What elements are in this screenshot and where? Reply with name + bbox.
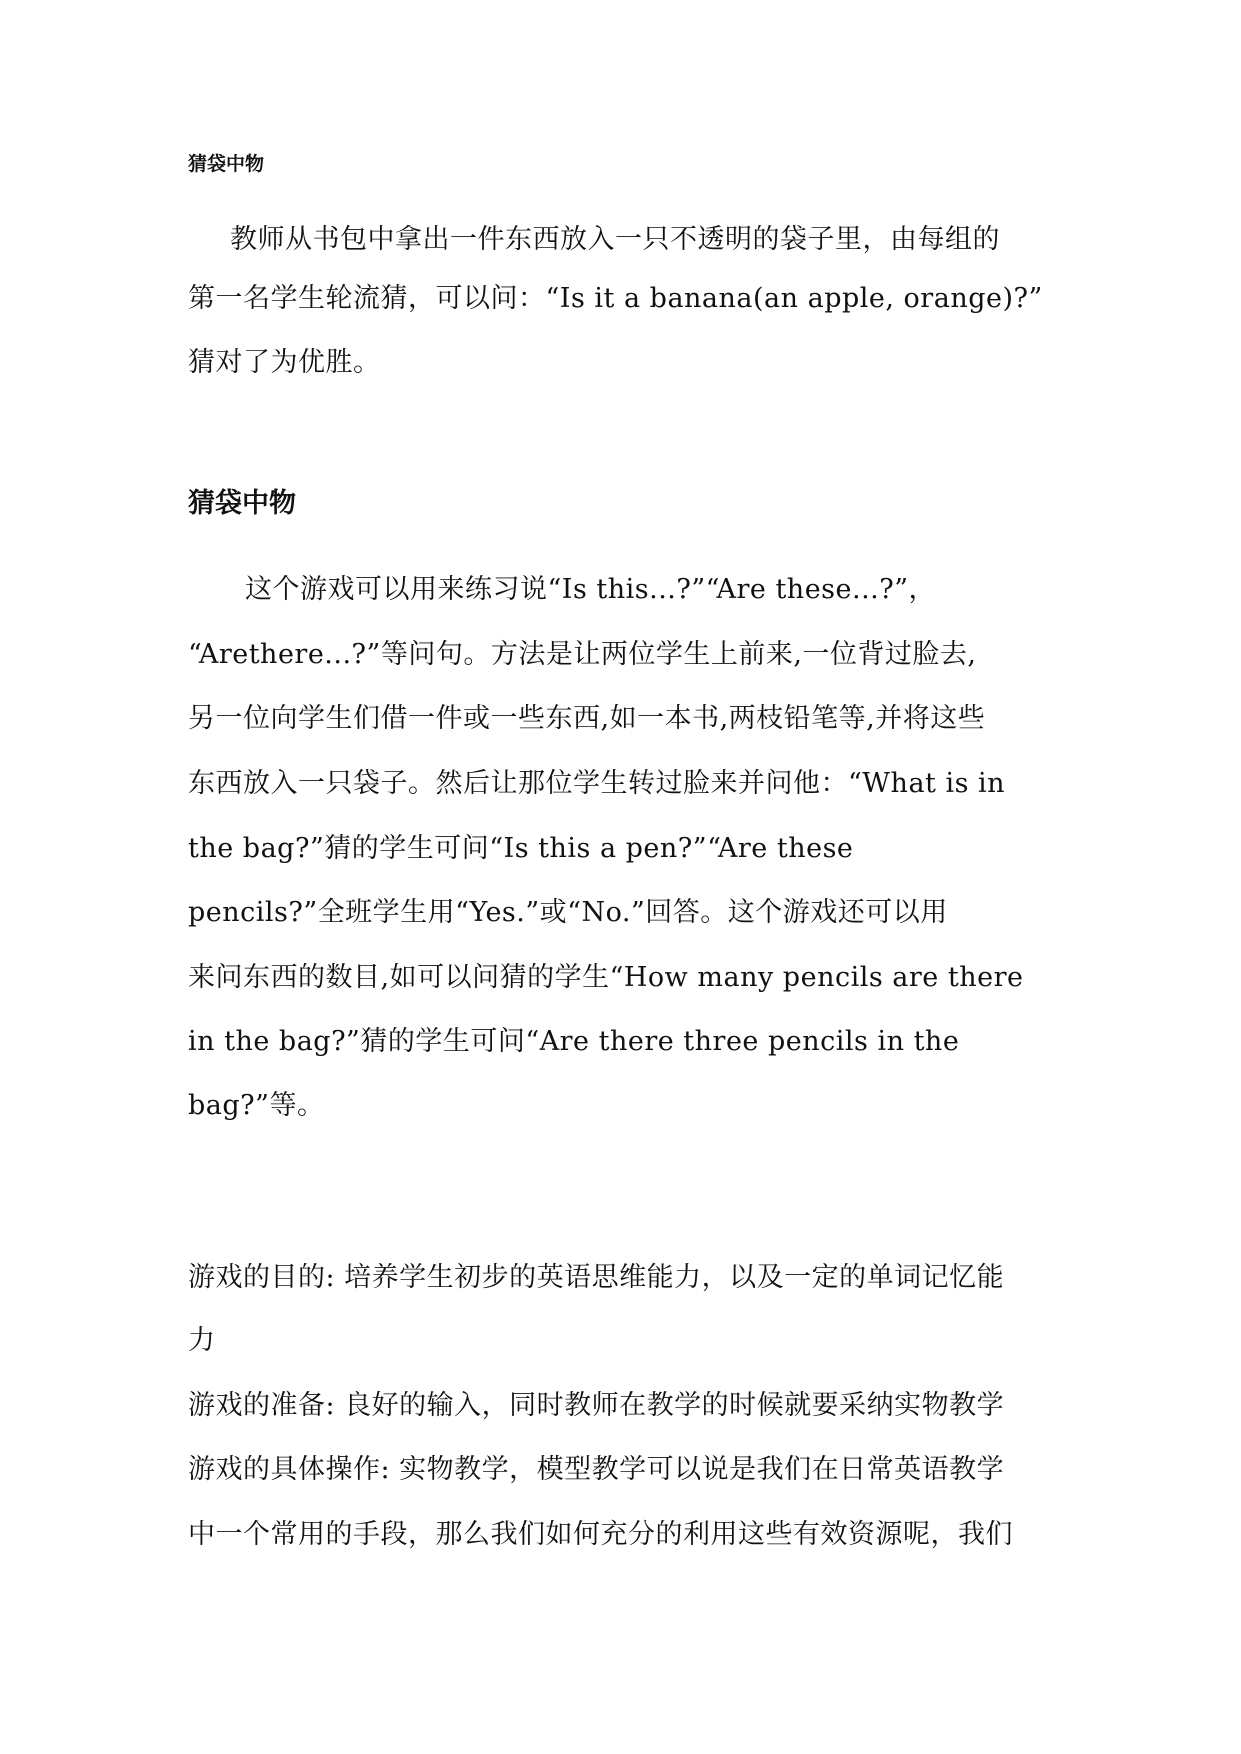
section-3-line-5: 中一个常用的手段，那么我们如何充分的利用这些有效资源呢，我们 [188,1519,1013,1550]
section-2-line-3: 另一位向学生们借一件或一些东西,如一本书,两枝铅笔等,并将这些 [188,703,986,734]
section-2-line-2: “Arethere...?”等问句。方法是让两位学生上前来,一位背过脸去, [188,639,977,670]
section-2-line-9: bag?”等。 [188,1090,325,1121]
section-1-line-2: 第一名学生轮流猜，可以问：“Is it a banana(an apple, orange)?” [188,283,1043,314]
section-1-line-1: 教师从书包中拿出一件东西放入一只不透明的袋子里，由每组的 [230,224,1000,255]
section-2-line-7: 来问东西的数目,如可以问猜的学生“How many pencils are there [188,962,1024,993]
section-3-line-3: 游戏的准备: 良好的输入，同时教师在教学的时候就要采纳实物教学 [188,1390,1005,1421]
section-2-line-8: in the bag?”猜的学生可问“Are there three pencils in the [188,1026,960,1057]
section-2-title: 猜袋中物 [188,488,296,519]
section-2-line-5: the bag?”猜的学生可问“Is this a pen?”“Are these [188,833,854,864]
section-2-line-6: pencils?”全班学生用“Yes.”或“No.”回答。这个游戏还可以用 [188,897,948,928]
section-2-line-1: 这个游戏可以用来练习说“Is this...?”“Are these...?”， [245,574,937,605]
section-2-line-4: 东西放入一只袋子。然后让那位学生转过脸来并问他：“What is in [188,768,1006,799]
section-1-line-3: 猜对了为优胜。 [188,347,381,378]
section-3-line-2: 力 [188,1325,216,1356]
section-1-title: 猜袋中物 [188,153,265,175]
section-3-line-4: 游戏的具体操作: 实物教学，模型教学可以说是我们在日常英语教学 [188,1454,1005,1485]
section-3-line-1: 游戏的目的: 培养学生初步的英语思维能力，以及一定的单词记忆能 [188,1262,1005,1293]
